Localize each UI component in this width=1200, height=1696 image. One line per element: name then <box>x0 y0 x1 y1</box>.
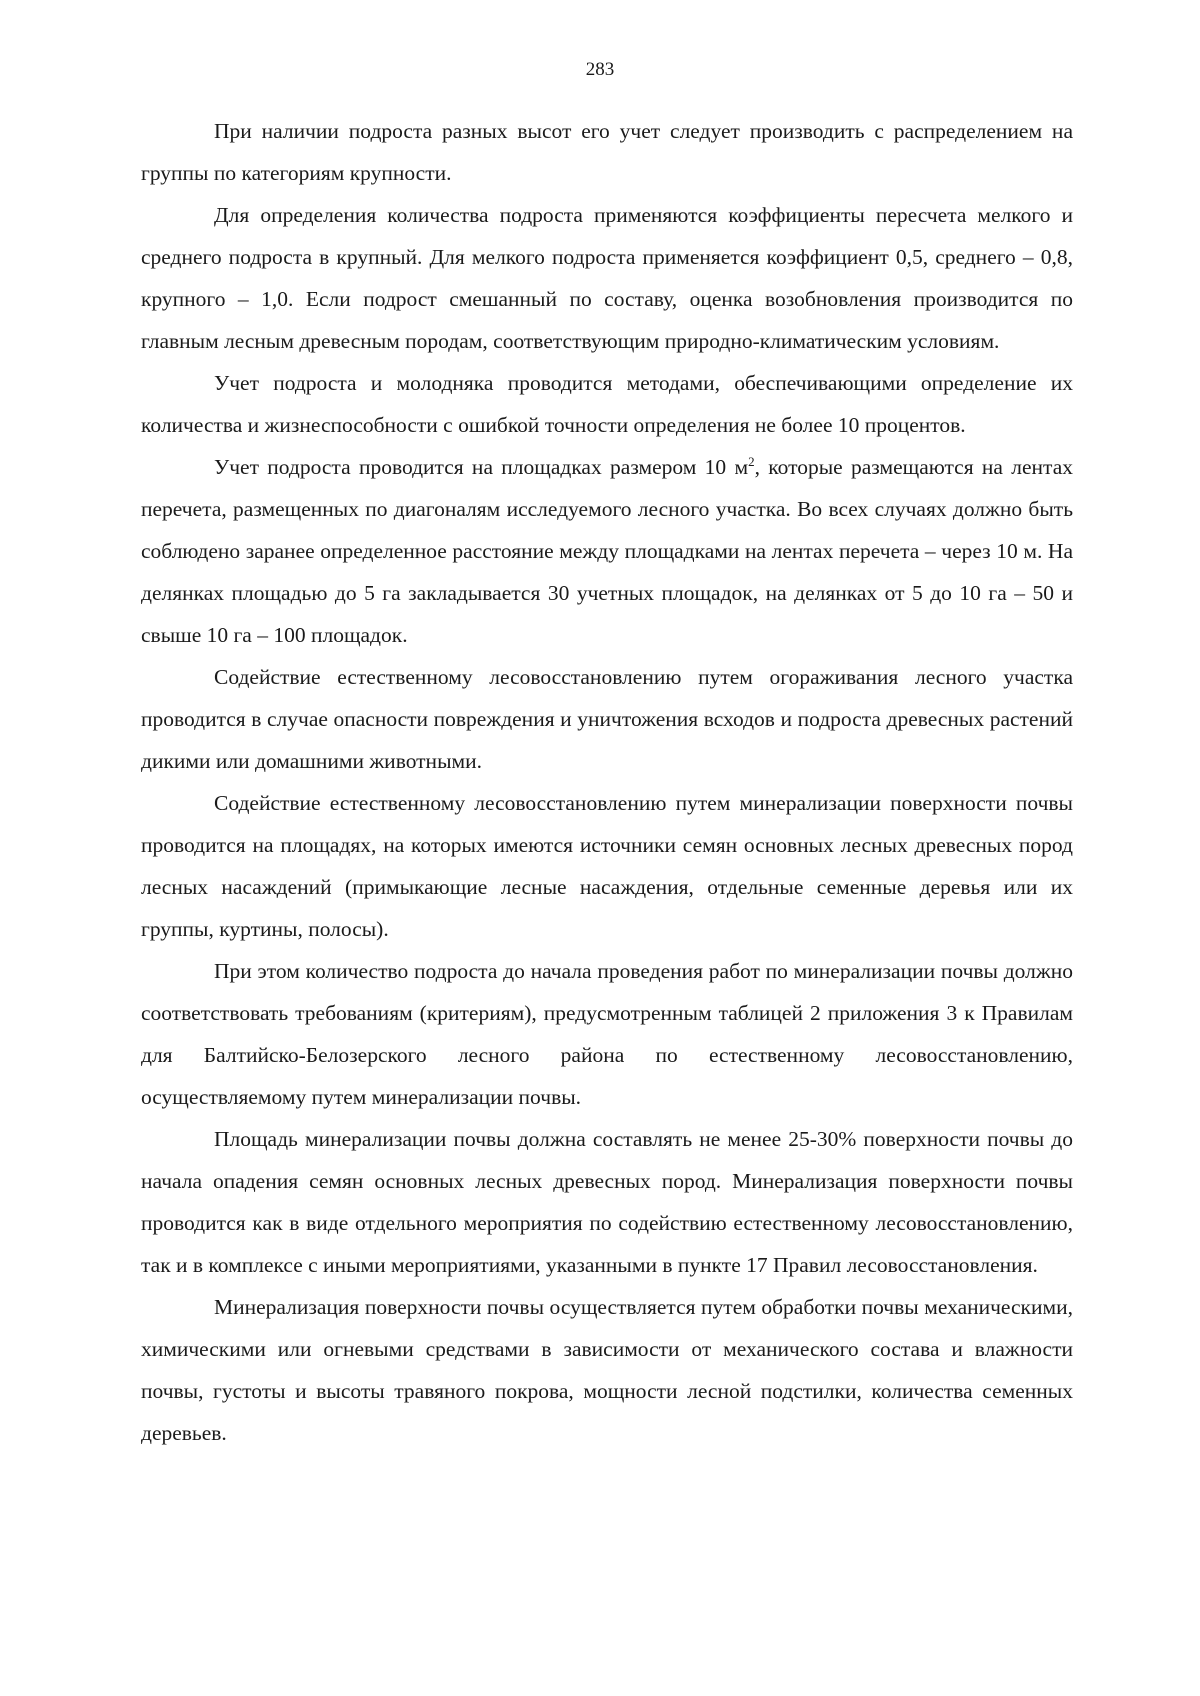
paragraph-5: Содействие естественному лесовосстановлению путем огораживания лесного участка проводится в случае опасности повреждения и уничтожения всходов и подроста древесных растений дикими или домашними животными. <box>141 665 1073 773</box>
paragraph-2: Для определения количества подроста применяются коэффициенты пересчета мелкого и среднего подроста в крупный. Для мелкого подроста применяется коэффициент 0,5, среднего – 0,8, крупного – 1,0. Если подрост смешанный по составу, оценка возобновления производится по главным лесным древесным породам, соответствующим природно-климатическим условиям. <box>141 203 1073 353</box>
area-unit-superscript: 2 <box>748 453 755 469</box>
document-body <box>141 110 1073 1454</box>
paragraph-3: Учет подроста и молодняка проводится методами, обеспечивающими определение их количества и жизнеспособности с ошибкой точности определения не более 10 процентов. <box>141 371 1073 437</box>
paragraph-4-text-after: , которые размещаются на лентах перечета, размещенных по диагоналям исследуемого лесного участка. Во всех случаях должно быть соблюдено заранее определенное расстояние между площадками на лентах перечета – через 10 м. На делянках площадью до 5 га закладывается 30 учетных площадок, на делянках от 5 до 10 га – 50 и свыше 10 га – 100 площадок. <box>141 455 1074 647</box>
paragraph-4 <box>141 446 1073 656</box>
paragraph-6: Содействие естественному лесовосстановлению путем минерализации поверхности почвы проводится на площадях, на которых имеются источники семян основных лесных древесных пород лесных насаждений (примыкающие лесные насаждения, отдельные семенные деревья или их группы, куртины, полосы). <box>141 791 1073 941</box>
paragraph-4-text-before: Учет подроста проводится на площадках размером 10 м <box>214 455 749 479</box>
paragraph-1: При наличии подроста разных высот его учет следует производить с распределением на группы по категориям крупности. <box>141 119 1073 185</box>
paragraph-7: При этом количество подроста до начала проведения работ по минерализации почвы должно соответствовать требованиям (критериям), предусмотренным таблицей 2 приложения 3 к Правилам для Балтийско-Белозерского лесного района по естественному лесовосстановлению, осуществляемому путем минерализации почвы. <box>141 959 1073 1109</box>
paragraph-9: Минерализация поверхности почвы осуществляется путем обработки почвы механическими, химическими или огневыми средствами в зависимости от механического состава и влажности почвы, густоты и высоты травяного покрова, мощности лесной подстилки, количества семенных деревьев. <box>141 1295 1073 1445</box>
page-number: 283 <box>585 59 615 80</box>
paragraph-8: Площадь минерализации почвы должна составлять не менее 25-30% поверхности почвы до начала опадения семян основных лесных древесных пород. Минерализация поверхности почвы проводится как в виде отдельного мероприятия по содействию естественному лесовосстановлению, так и в комплексе с иными мероприятиями, указанными в пункте 17 Правил лесовосстановления. <box>141 1127 1073 1277</box>
